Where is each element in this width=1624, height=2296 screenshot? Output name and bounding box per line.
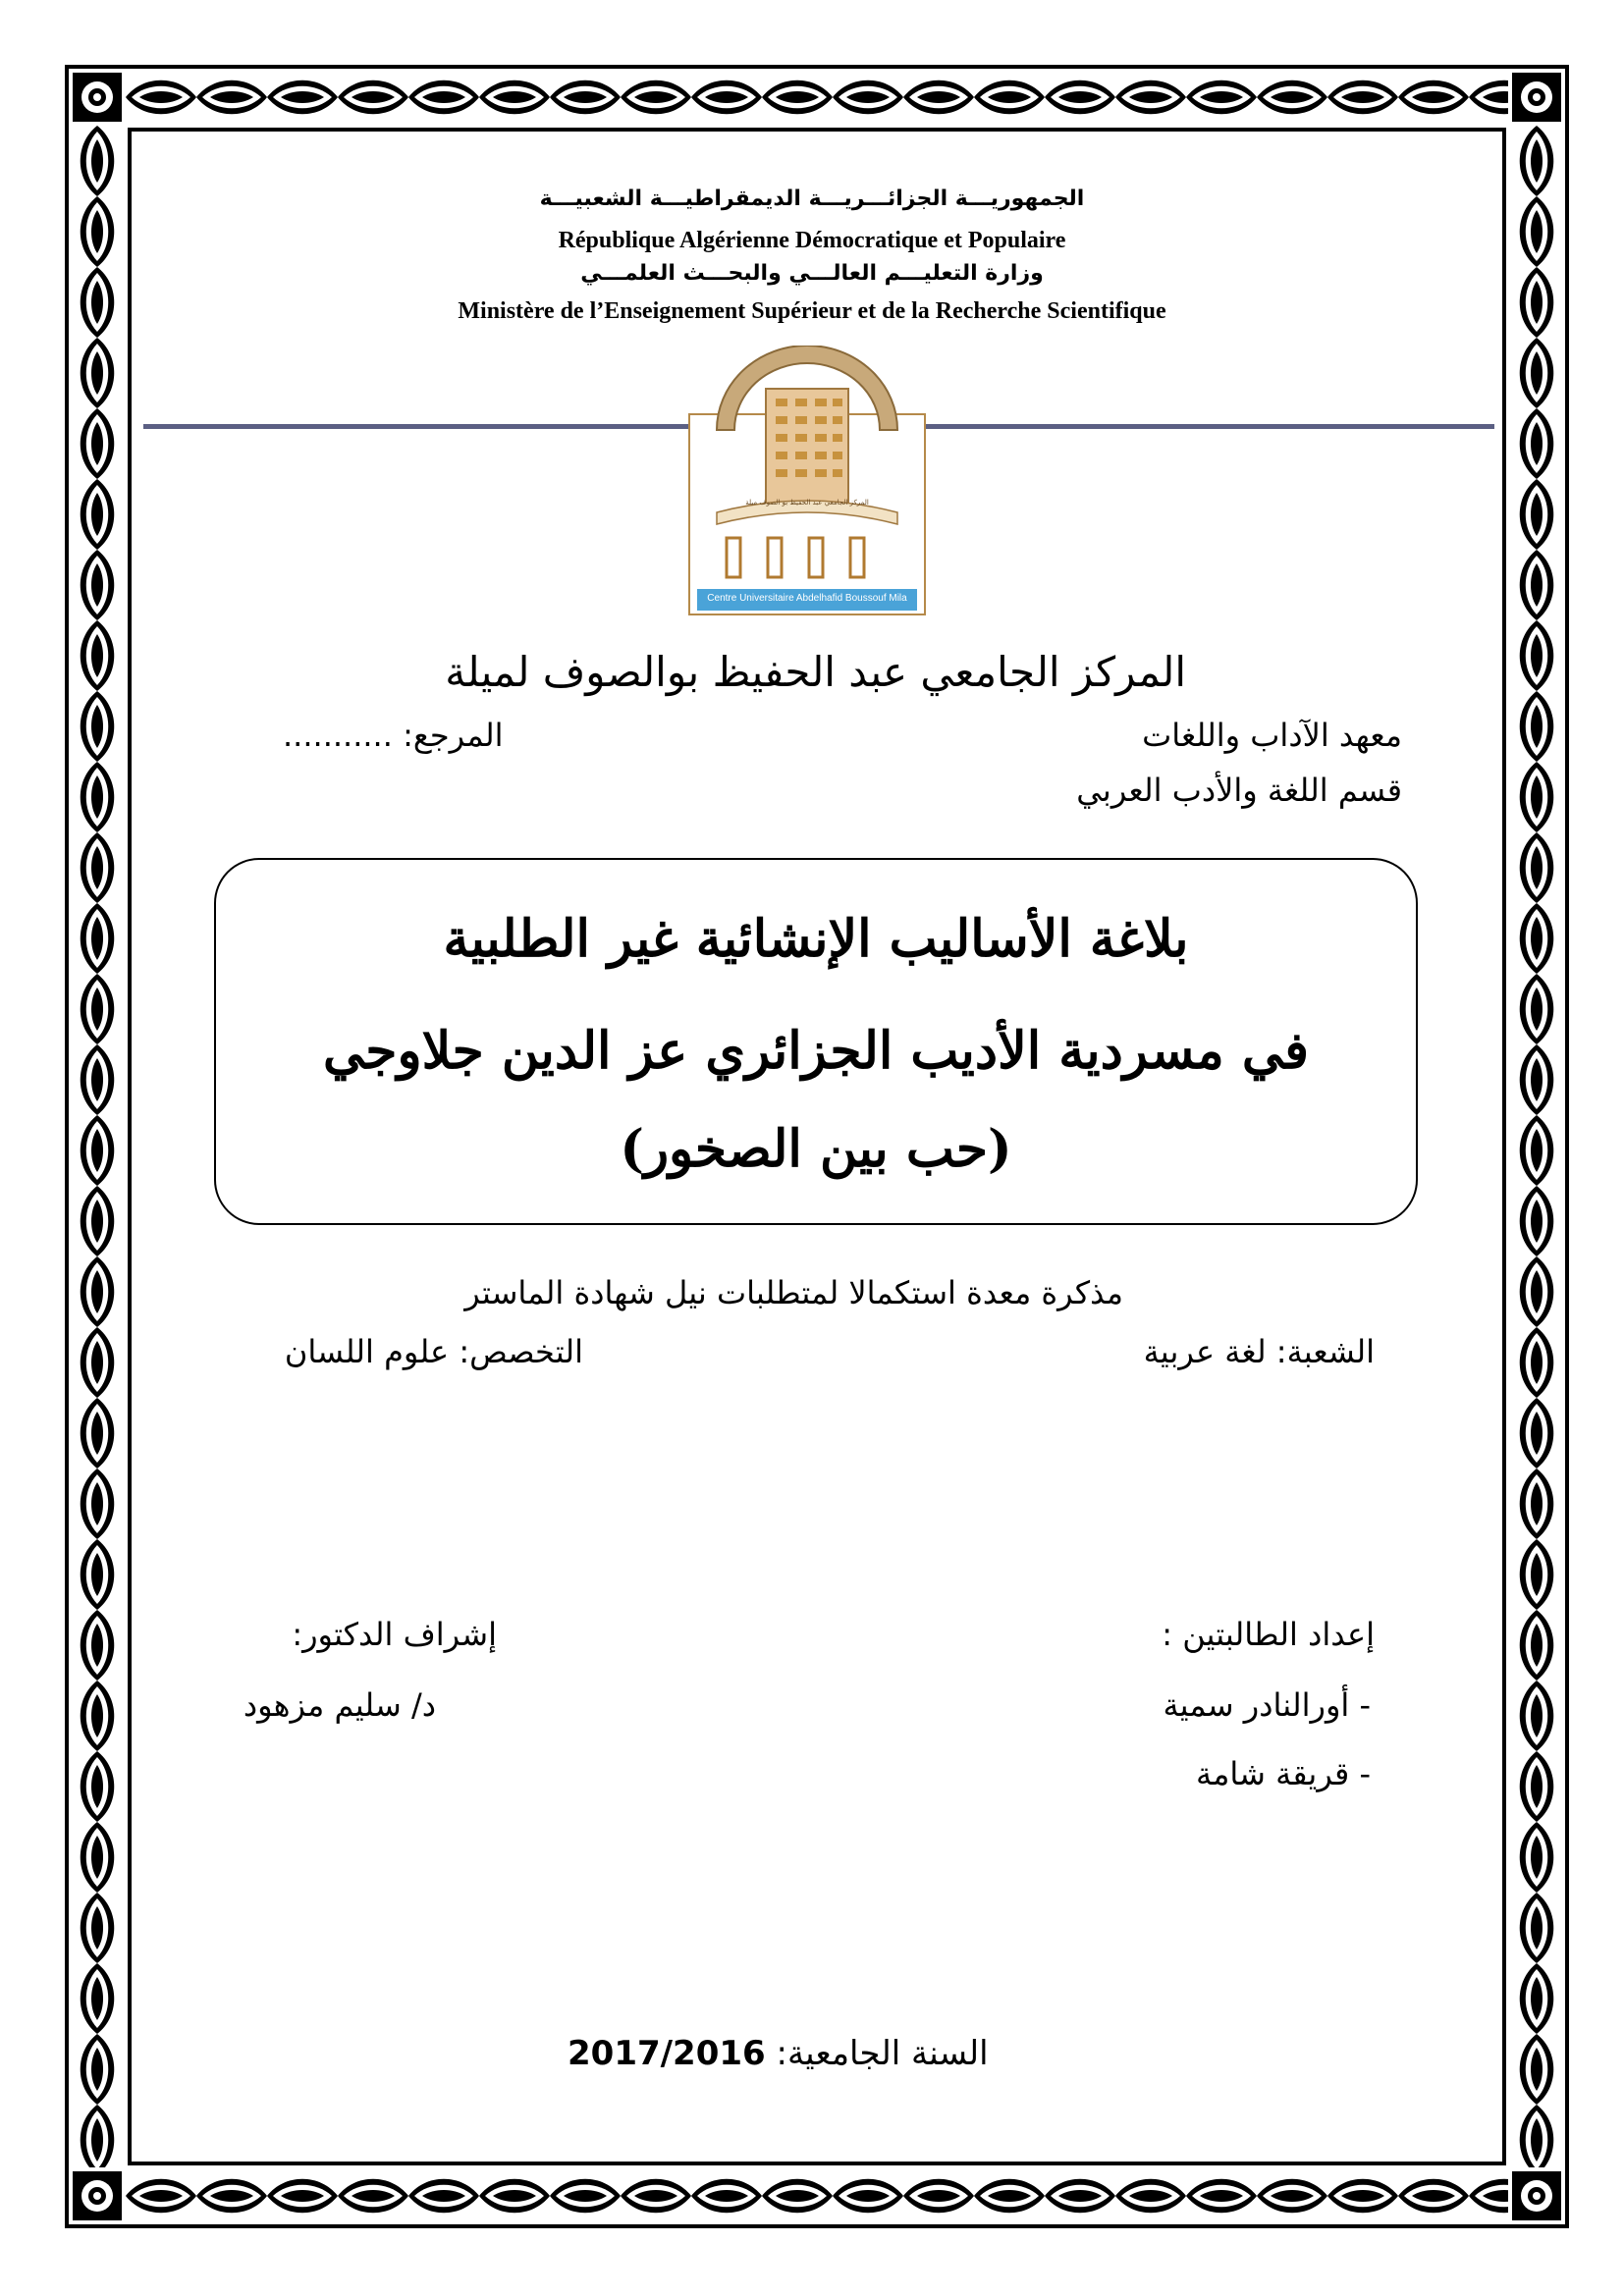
- republic-french: République Algérienne Démocratique et Populaire: [558, 228, 1066, 253]
- student-name: - قريقة شامة: [1196, 1755, 1371, 1792]
- institute-name: معهد الآداب واللغات: [1142, 717, 1402, 754]
- university-center-name: المركز الجامعي عبد الحفيظ بوالصوف لميلة: [445, 648, 1186, 696]
- ministry-french: Ministère de l’Enseignement Supérieur et de la Recherche Scientifique: [458, 298, 1166, 324]
- specialty-field: التخصص: علوم اللسان: [284, 1333, 583, 1370]
- department-name: قسم اللغة والأدب العربي: [1076, 772, 1402, 809]
- ministry-arabic: وزارة التعليـــم العالـــي والبحـــث العلمـــي: [580, 261, 1044, 286]
- corner-ornament-icon: [71, 2169, 124, 2222]
- frame-band-left: [71, 126, 124, 2167]
- corner-ornament-icon: [1510, 2169, 1563, 2222]
- supervision-label: إشراف الدكتور:: [292, 1616, 497, 1653]
- thesis-title-line-3: (حب بين الصخور): [620, 1119, 1012, 1179]
- student-name: - أورالنادر سمية: [1163, 1686, 1371, 1724]
- thesis-description: مذكرة معدة استكمالا لمتطلبات نيل شهادة الماستر: [464, 1274, 1123, 1311]
- university-logo: [687, 346, 927, 616]
- republic-arabic: الجمهوريـــة الجزائـــريـــة الديمقراطيـــة الشعبيـــة: [539, 187, 1085, 211]
- corner-ornament-icon: [1510, 71, 1563, 124]
- logo-caption: Centre Universitaire Abdelhafid Boussouf Mila: [707, 593, 907, 604]
- logo-ribbon-text: المركز الجامعي عبد الحفيظ بو الصوف ميلة: [745, 499, 869, 507]
- supervisor-name: د/ سليم مزهود: [243, 1686, 436, 1724]
- frame-band-top: [126, 71, 1508, 124]
- branch-field: الشعبة: لغة عربية: [1143, 1333, 1375, 1370]
- frame-band-bottom: [126, 2169, 1508, 2222]
- frame-band-right: [1510, 126, 1563, 2167]
- thesis-title-line-2: في مسردية الأديب الجزائري عز الدين جلاوجي: [322, 1021, 1310, 1081]
- thesis-title-line-1: بلاغة الأساليب الإنشائية غير الطلبية: [443, 909, 1189, 969]
- academic-year-label: السنة الجامعية:: [776, 2034, 989, 2073]
- academic-year: [568, 2034, 989, 2073]
- reference-field: المرجع: ...........: [283, 717, 504, 754]
- academic-year-value: 2017/2016: [568, 2034, 766, 2073]
- prepared-by-label: إعداد الطالبتين :: [1162, 1616, 1375, 1653]
- corner-ornament-icon: [71, 71, 124, 124]
